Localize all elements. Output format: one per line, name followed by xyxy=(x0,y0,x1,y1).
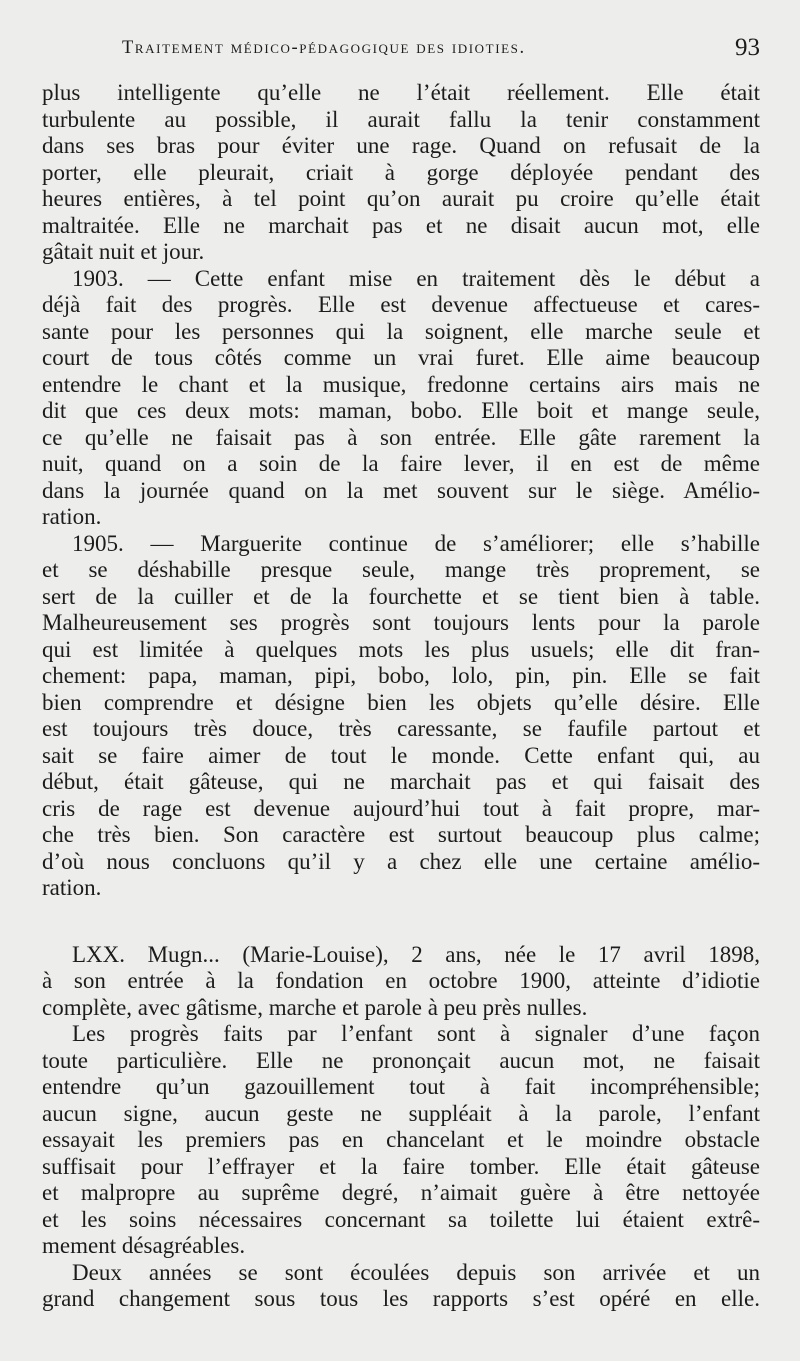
text-line: essayait les premiers pas en chancelant et le moindre obstacle xyxy=(42,1127,760,1152)
text-line: gâtait nuit et jour. xyxy=(42,239,205,264)
text-line: mement désagréables. xyxy=(42,1233,246,1258)
text-line: maltraitée. Elle ne marchait pas et ne disait aucun mot, elle xyxy=(42,212,760,238)
text-line: est toujours très douce, très caressante, se faufile partout et xyxy=(42,716,760,741)
section-gap xyxy=(42,902,760,942)
text-line: déjà fait des progrès. Elle est devenue affectueuse et cares- xyxy=(42,292,760,317)
text-line: dans ses bras pour éviter une rage. Quand on refusait de la xyxy=(42,133,760,158)
text-line: ration. xyxy=(42,504,102,529)
text-line: bien comprendre et désigne bien les objets qu’elle désire. Elle xyxy=(42,689,760,715)
text-line: aucun signe, aucun geste ne suppléait à la parole, l’enfant xyxy=(42,1100,760,1126)
paragraph-1903 xyxy=(42,266,760,531)
text-line: suffisait pour l’effrayer et la faire tomber. Elle était gâteuse xyxy=(42,1153,760,1179)
text-line: entendre le chant et la musique, fredonne certains airs mais ne xyxy=(42,371,760,397)
text-line: Malheureusement ses progrès sont toujours lents pour la parole xyxy=(42,610,760,635)
text-line: Deux années se sont écoulées depuis son arrivée et un xyxy=(72,1259,760,1285)
text-line: LXX. Mugn... (Marie-Louise), 2 ans, née le 17 avril 1898, xyxy=(72,941,760,967)
text-line: et les soins nécessaires concernant sa toilette lui étaient extrê- xyxy=(42,1206,760,1232)
text-line: court de tous côtés comme un vrai furet. Elle aime beaucoup xyxy=(42,345,760,370)
text-line: sert de la cuiller et de la fourchette et se tient bien à table. xyxy=(42,583,760,609)
paragraph-progres xyxy=(42,1021,760,1260)
text-line: ration. xyxy=(42,875,102,900)
text-line: grand changement sous tous les rapports s’est opéré en elle. xyxy=(42,1286,760,1311)
paragraph-1905 xyxy=(42,531,760,902)
paragraph-deux-annees xyxy=(42,1260,760,1313)
text-line: che très bien. Son caractère est surtout beaucoup plus calme; xyxy=(42,822,760,847)
body-text xyxy=(42,80,760,1313)
text-line: heures entières, à tel point qu’on aurait pu croire qu’elle était xyxy=(42,186,760,211)
text-line: toute particulière. Elle ne prononçait aucun mot, ne faisait xyxy=(42,1047,760,1073)
text-line: et se déshabille presque seule, mange très proprement, se xyxy=(42,557,760,582)
text-line: dit que ces deux mots: maman, bobo. Elle boit et mange seule, xyxy=(42,398,760,423)
text-line: et malpropre au suprême degré, n’aimait guère à être nettoyée xyxy=(42,1180,760,1205)
paragraph-continuation xyxy=(42,80,760,266)
text-line: chement: papa, maman, pipi, bobo, lolo, pin, pin. Elle se fait xyxy=(42,663,760,688)
text-line: ce qu’elle ne faisait pas à son entrée. Elle gâte rarement la xyxy=(42,424,760,450)
text-line: début, était gâteuse, qui ne marchait pas et qui faisait des xyxy=(42,769,760,794)
text-line: qui est limitée à quelques mots les plus usuels; elle dit fran- xyxy=(42,636,760,662)
text-line: 1905. — Marguerite continue de s’améliorer; elle s’habille xyxy=(72,530,760,556)
text-line: à son entrée à la fondation en octobre 1900, atteinte d’idiotie xyxy=(42,968,760,993)
text-line: sante pour les personnes qui la soignent, elle marche seule et xyxy=(42,318,760,344)
text-line: 1903. — Cette enfant mise en traitement dès le début a xyxy=(72,265,760,291)
text-line: dans la journée quand on la met souvent sur le siège. Amélio- xyxy=(42,477,760,503)
text-line: turbulente au possible, il aurait fallu la tenir constamment xyxy=(42,106,760,132)
text-line: entendre qu’un gazouillement tout à fait incompréhensible; xyxy=(42,1074,760,1099)
text-line: Les progrès faits par l’enfant sont à signaler d’une façon xyxy=(72,1021,760,1046)
running-head xyxy=(0,34,800,64)
text-line: plus intelligente qu’elle ne l’était réellement. Elle était xyxy=(42,80,760,105)
page-number: 93 xyxy=(735,34,760,61)
text-line: nuit, quand on a soin de la faire lever, il en est de même xyxy=(42,451,760,476)
text-line: porter, elle pleurait, criait à gorge déployée pendant des xyxy=(42,159,760,185)
case-lxx-intro xyxy=(42,942,760,1022)
running-title: Traitement médico-pédagogique des idioties. xyxy=(122,38,526,58)
text-line: sait se faire aimer de tout le monde. Cette enfant qui, au xyxy=(42,742,760,768)
text-line: cris de rage est devenue aujourd’hui tout à fait propre, mar- xyxy=(42,795,760,821)
text-line: d’où nous concluons qu’il y a chez elle une certaine amélio- xyxy=(42,848,760,874)
text-line: complète, avec gâtisme, marche et parole à peu près nulles. xyxy=(42,994,588,1020)
